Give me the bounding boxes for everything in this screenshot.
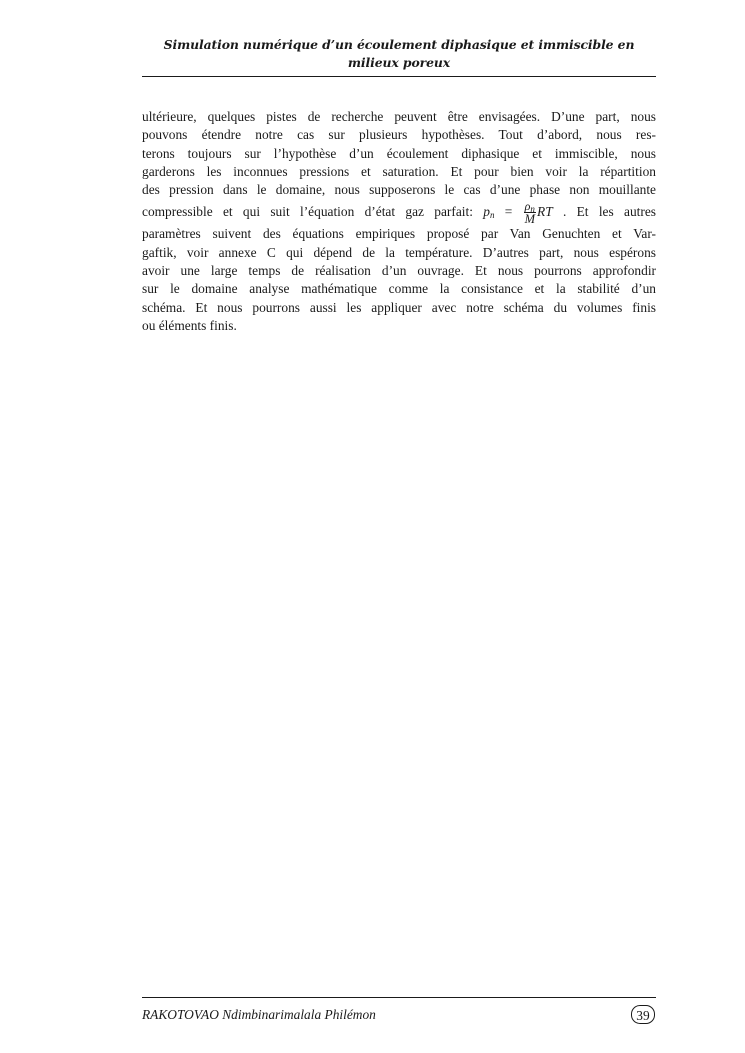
body-paragraph bbox=[142, 108, 656, 335]
body-line: terons toujours sur l’hypothèse d’un écoulement diphasique et immiscible, nous bbox=[142, 145, 656, 161]
gas-constant-temperature: RT bbox=[537, 204, 553, 220]
page-number-badge: 39 bbox=[631, 1005, 655, 1024]
header-title-line-2: milieux poreux bbox=[347, 55, 451, 70]
body-line: schéma. Et nous pourrons aussi les appliquer avec notre schéma du volumes finis bbox=[142, 299, 656, 315]
fraction-numerator bbox=[524, 199, 536, 215]
formula-trailing-text: . Et les autres bbox=[552, 204, 656, 220]
body-line: sur le domaine analyse mathématique comme la consistance et la stabilité d’un bbox=[142, 281, 656, 297]
body-line: ou éléments finis. bbox=[142, 317, 237, 333]
body-line: avoir une large temps de réalisation d’un ouvrage. Et nous pourrons approfondir bbox=[142, 263, 656, 279]
header-rule bbox=[142, 76, 656, 77]
body-line: pouvons étendre notre cas sur plusieurs hypothèses. Tout d’abord, nous res- bbox=[142, 127, 656, 143]
density-over-molar-mass-fraction bbox=[524, 201, 536, 225]
body-line: garderons les inconnues pressions et saturation. Et pour bien voir la répartition bbox=[142, 163, 656, 179]
body-line: ultérieure, quelques pistes de recherche peuvent être envisagées. D’une part, nous bbox=[142, 109, 656, 124]
formula-lead-text: compressible et qui suit l’équation d’état gaz parfait: bbox=[142, 204, 484, 220]
pressure-subscript: n bbox=[489, 210, 495, 221]
footer-rule bbox=[142, 997, 656, 998]
density-symbol: ρ bbox=[524, 199, 531, 214]
body-line: paramètres suivent des équations empiriques proposé par Van Genuchten et Var- bbox=[142, 226, 656, 242]
header-title-line-1: Simulation numérique d’un écoulement diphasique et immiscible en bbox=[163, 37, 635, 52]
equals-sign: = bbox=[494, 204, 523, 220]
density-subscript: n bbox=[530, 204, 535, 215]
body-line: des pression dans le domaine, nous supposerons le cas d’une phase non mouillante bbox=[142, 182, 656, 198]
pressure-symbol: p bbox=[483, 204, 490, 220]
running-header bbox=[142, 36, 656, 72]
footer-author: RAKOTOVAO Ndimbinarimalala Philémon bbox=[142, 1007, 376, 1022]
fraction-denominator: M bbox=[524, 212, 536, 227]
body-line: gaftik, voir annexe C qui dépend de la température. D’autres part, nous espérons bbox=[142, 244, 656, 260]
ideal-gas-equation bbox=[483, 199, 553, 227]
formula-line bbox=[142, 199, 656, 225]
